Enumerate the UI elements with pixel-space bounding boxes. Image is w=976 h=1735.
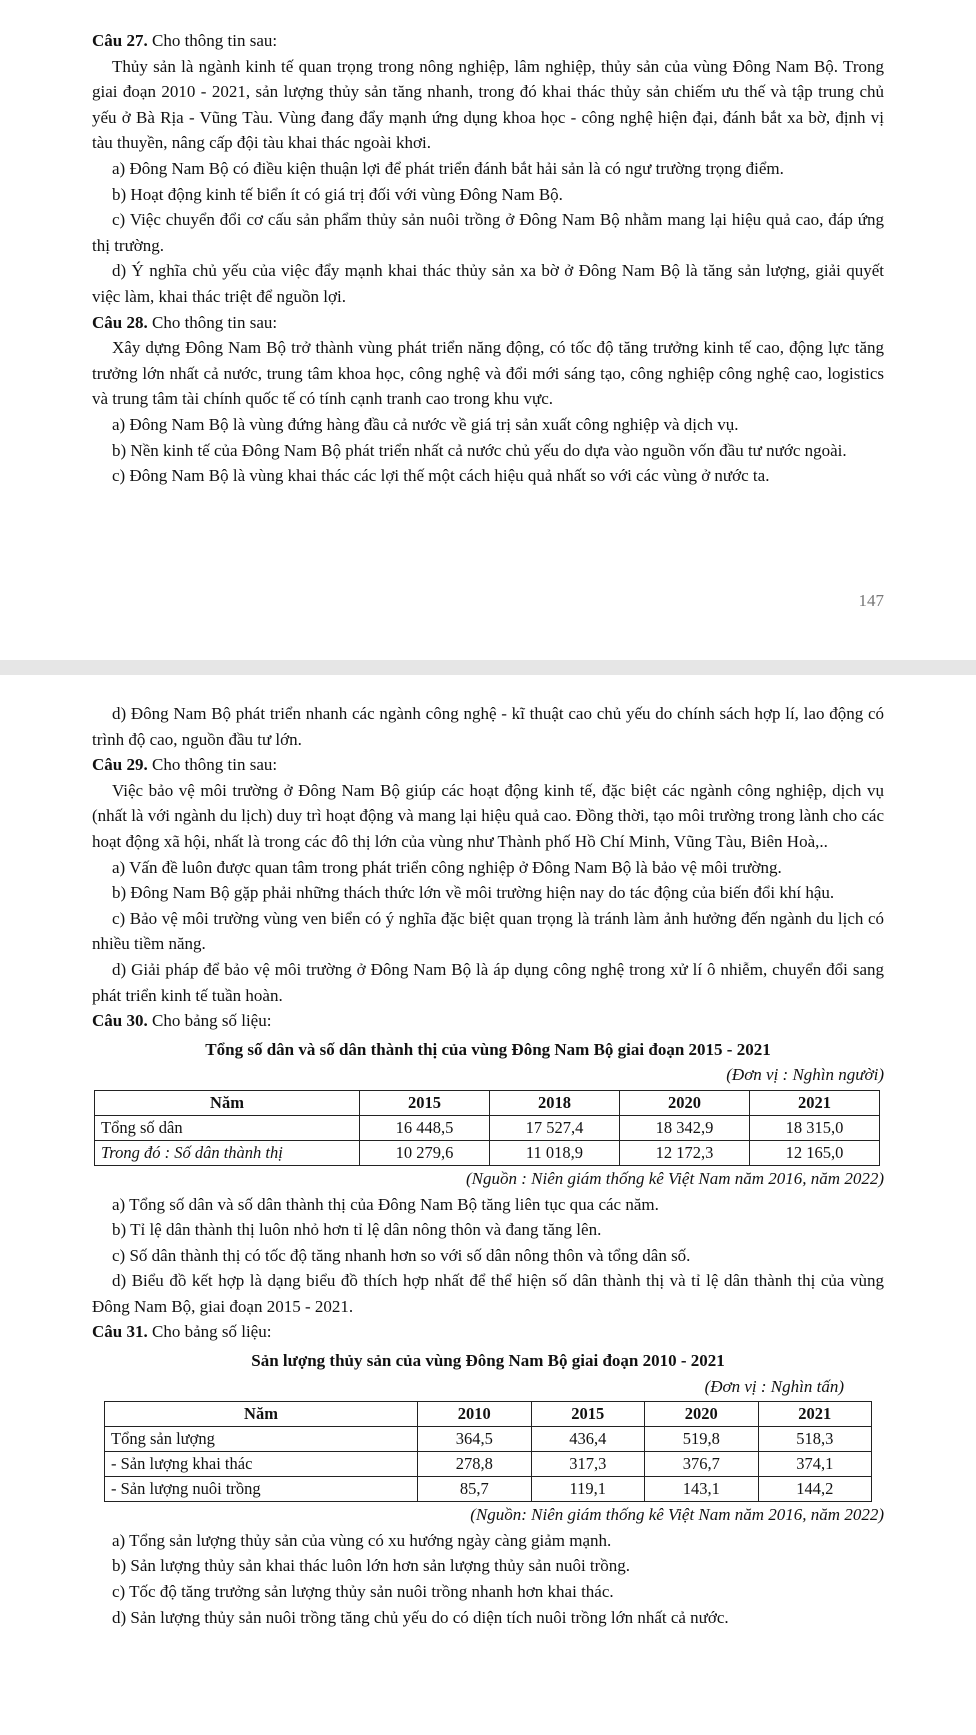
question-29-heading: Câu 29. Cho thông tin sau:	[92, 755, 278, 775]
table-cell: Trong đó : Số dân thành thị	[95, 1140, 360, 1165]
table-header-cell: 2015	[531, 1402, 645, 1427]
table-cell: 518,3	[758, 1427, 872, 1452]
table-cell: 11 018,9	[490, 1140, 620, 1165]
table-30-source: (Nguồn : Niên giám thống kê Việt Nam năm 2016, năm 2022)	[465, 1168, 884, 1188]
table-cell: - Sản lượng nuôi trồng	[105, 1477, 418, 1502]
table-cell: 278,8	[418, 1452, 532, 1477]
question-28-text: Xây dựng Đông Nam Bộ trở thành vùng phát triển năng động, có tốc độ tăng trưởng kinh tế cao, động lực tăng trưởng lớn nhất cả nước, trung tâm khoa học, công nghệ và đổi mới sáng tạo, công nghiệp công nghệ cao, logistics và trung tâm tài chính quốc tế có tính cạnh tranh cao trong khu vực.	[92, 338, 884, 409]
table-row	[95, 1140, 880, 1165]
q27-statement-b: b) Hoạt động kinh tế biển ít có giá trị đối với vùng Đông Nam Bộ.	[112, 184, 563, 204]
table-cell: 10 279,6	[360, 1140, 490, 1165]
q28-statement-d: d) Đông Nam Bộ phát triển nhanh các ngành công nghệ - kĩ thuật cao chủ yếu do chính sách hợp lí, lao động có trình độ cao, nguồn đầu tư lớn.	[92, 704, 884, 749]
table-cell: 119,1	[531, 1477, 645, 1502]
table-cell: 143,1	[645, 1477, 759, 1502]
table-cell: 16 448,5	[360, 1115, 490, 1140]
page-148	[0, 675, 976, 1735]
q29-statement-a: a) Vấn đề luôn được quan tâm trong phát triển công nghiệp ở Đông Nam Bộ là bảo vệ môi trường.	[112, 857, 782, 877]
q29-statement-d: d) Giải pháp để bảo vệ môi trường ở Đông Nam Bộ là áp dụng công nghệ trong xử lí ô nhiễm, chuyển đổi sang phát triển kinh tế tuần hoàn.	[92, 959, 884, 1005]
question-29-text: Việc bảo vệ môi trường ở Đông Nam Bộ giúp các hoạt động kinh tế, đặc biệt các ngành công nghiệp, dịch vụ (nhất là với ngành du lịch) duy trì hoạt động và mang lại hiệu quả cao. Đồng thời, tạo môi trường trong lành cho các hoạt động xã hội, nhất là trong các đô thị lớn của vùng như Thành phố Hồ Chí Minh, Vũng Tàu, Biên Hoà,..	[92, 780, 884, 851]
q30-statement-b: b) Tỉ lệ dân thành thị luôn nhỏ hơn tỉ lệ dân nông thôn và đang tăng lên.	[112, 1220, 602, 1240]
table-cell: Tổng số dân	[95, 1115, 360, 1140]
table-header-cell: 2020	[645, 1402, 759, 1427]
table-cell: 12 172,3	[620, 1140, 750, 1165]
table-header-cell: 2020	[620, 1090, 750, 1115]
table-header-cell: Năm	[95, 1090, 360, 1115]
table-cell: 144,2	[758, 1477, 872, 1502]
q31-statement-a: a) Tổng sản lượng thủy sản của vùng có xu hướng ngày càng giảm mạnh.	[112, 1530, 612, 1550]
q30-statement-d: d) Biểu đồ kết hợp là dạng biểu đồ thích hợp nhất để thể hiện số dân thành thị và tỉ lệ dân thành thị của vùng Đông Nam Bộ, giai đoạn 2015 - 2021.	[92, 1271, 884, 1316]
q31-statement-d: d) Sản lượng thủy sản nuôi trồng tăng chủ yếu do có diện tích nuôi trồng lớn nhất cả nước.	[112, 1607, 729, 1627]
population-table	[94, 1090, 880, 1166]
question-31-heading: Câu 31. Cho bảng số liệu:	[92, 1322, 272, 1342]
table-row	[105, 1477, 872, 1502]
question-27-heading: Câu 27. Cho thông tin sau:	[92, 31, 278, 50]
table-header-cell: 2018	[490, 1090, 620, 1115]
table-cell: - Sản lượng khai thác	[105, 1452, 418, 1477]
page-147	[0, 0, 976, 660]
table-cell: 18 342,9	[620, 1115, 750, 1140]
table-header-cell: 2021	[758, 1402, 872, 1427]
q29-statement-c: c) Bảo vệ môi trường vùng ven biển có ý nghĩa đặc biệt quan trọng là tránh làm ảnh hưởng đến ngành du lịch có nhiều tiềm năng.	[92, 908, 884, 954]
page-number: 147	[858, 591, 884, 610]
fishery-output-table	[104, 1401, 872, 1502]
table-row	[105, 1427, 872, 1452]
table-cell: 376,7	[645, 1452, 759, 1477]
q31-statement-b: b) Sản lượng thủy sản khai thác luôn lớn hơn sản lượng thủy sản nuôi trồng.	[112, 1556, 631, 1576]
table-row	[95, 1115, 880, 1140]
table-cell: 374,1	[758, 1452, 872, 1477]
table-header-row	[95, 1090, 880, 1115]
table-cell: 85,7	[418, 1477, 532, 1502]
q27-statement-a: a) Đông Nam Bộ có điều kiện thuận lợi để phát triển đánh bắt hải sản là có ngư trường trọng điểm.	[112, 158, 784, 178]
table-cell: 18 315,0	[750, 1115, 880, 1140]
q31-statement-c: c) Tốc độ tăng trưởng sản lượng thủy sản nuôi trồng nhanh hơn khai thác.	[112, 1582, 614, 1602]
table-30-title: Tổng số dân và số dân thành thị của vùng Đông Nam Bộ giai đoạn 2015 - 2021	[205, 1039, 771, 1059]
question-27-text: Thủy sản là ngành kinh tế quan trọng trong nông nghiệp, lâm nghiệp, thủy sản của vùng Đông Nam Bộ. Trong giai đoạn 2010 - 2021, sản lượng thủy sản tăng nhanh, trong đó khai thác thủy sản chiếm ưu thế và tập trung chủ yếu ở Bà Rịa - Vũng Tàu. Vùng đang đẩy mạnh ứng dụng khoa học - công nghệ hiện đại, đánh bắt xa bờ, định vị tàu thuyền, nâng cấp đội tàu khai thác ngoài khơi.	[92, 56, 884, 153]
q30-statement-a: a) Tổng số dân và số dân thành thị của Đông Nam Bộ tăng liên tục qua các năm.	[112, 1194, 659, 1214]
q30-statement-c: c) Số dân thành thị có tốc độ tăng nhanh hơn so với số dân nông thôn và tổng dân số.	[112, 1245, 691, 1265]
table-cell: 17 527,4	[490, 1115, 620, 1140]
table-header-cell: 2021	[750, 1090, 880, 1115]
table-header-row	[105, 1402, 872, 1427]
table-31-title: Sản lượng thủy sản của vùng Đông Nam Bộ giai đoạn 2010 - 2021	[251, 1351, 725, 1371]
table-cell: 436,4	[531, 1427, 645, 1452]
table-31-source: (Nguồn: Niên giám thống kê Việt Nam năm 2016, năm 2022)	[470, 1505, 884, 1525]
question-30-heading: Câu 30. Cho bảng số liệu:	[92, 1011, 272, 1031]
table-cell: 364,5	[418, 1427, 532, 1452]
table-row	[105, 1452, 872, 1477]
table-31-unit: (Đơn vị : Nghìn tấn)	[704, 1376, 844, 1396]
q29-statement-b: b) Đông Nam Bộ gặp phải những thách thức lớn về môi trường hiện nay do tác động của biến đổi khí hậu.	[112, 883, 835, 903]
table-header-cell: 2010	[418, 1402, 532, 1427]
table-cell: 317,3	[531, 1452, 645, 1477]
q28-statement-b: b) Nền kinh tế của Đông Nam Bộ phát triển nhất cả nước chủ yếu do dựa vào nguồn vốn đầu tư nước ngoài.	[112, 440, 847, 460]
table-cell: 12 165,0	[750, 1140, 880, 1165]
table-cell: Tổng sản lượng	[105, 1427, 418, 1452]
q27-statement-c: c) Việc chuyển đổi cơ cấu sản phẩm thủy sản nuôi trồng ở Đông Nam Bộ nhằm mang lại hiệu quả cao, đáp ứng thị trường.	[92, 210, 884, 255]
q28-statement-c: c) Đông Nam Bộ là vùng khai thác các lợi thế một cách hiệu quả nhất so với các vùng ở nước ta.	[112, 466, 770, 486]
table-30-unit: (Đơn vị : Nghìn người)	[726, 1065, 884, 1085]
question-28-heading: Câu 28. Cho thông tin sau:	[92, 312, 278, 332]
q28-statement-a: a) Đông Nam Bộ là vùng đứng hàng đầu cả nước về giá trị sản xuất công nghiệp và dịch vụ.	[112, 414, 739, 434]
table-header-cell: Năm	[105, 1402, 418, 1427]
q27-statement-d: d) Ý nghĩa chủ yếu của việc đẩy mạnh khai thác thủy sản xa bờ ở Đông Nam Bộ là tăng sản lượng, giải quyết việc làm, khai thác triệt để nguồn lợi.	[92, 261, 884, 306]
table-header-cell: 2015	[360, 1090, 490, 1115]
table-cell: 519,8	[645, 1427, 759, 1452]
